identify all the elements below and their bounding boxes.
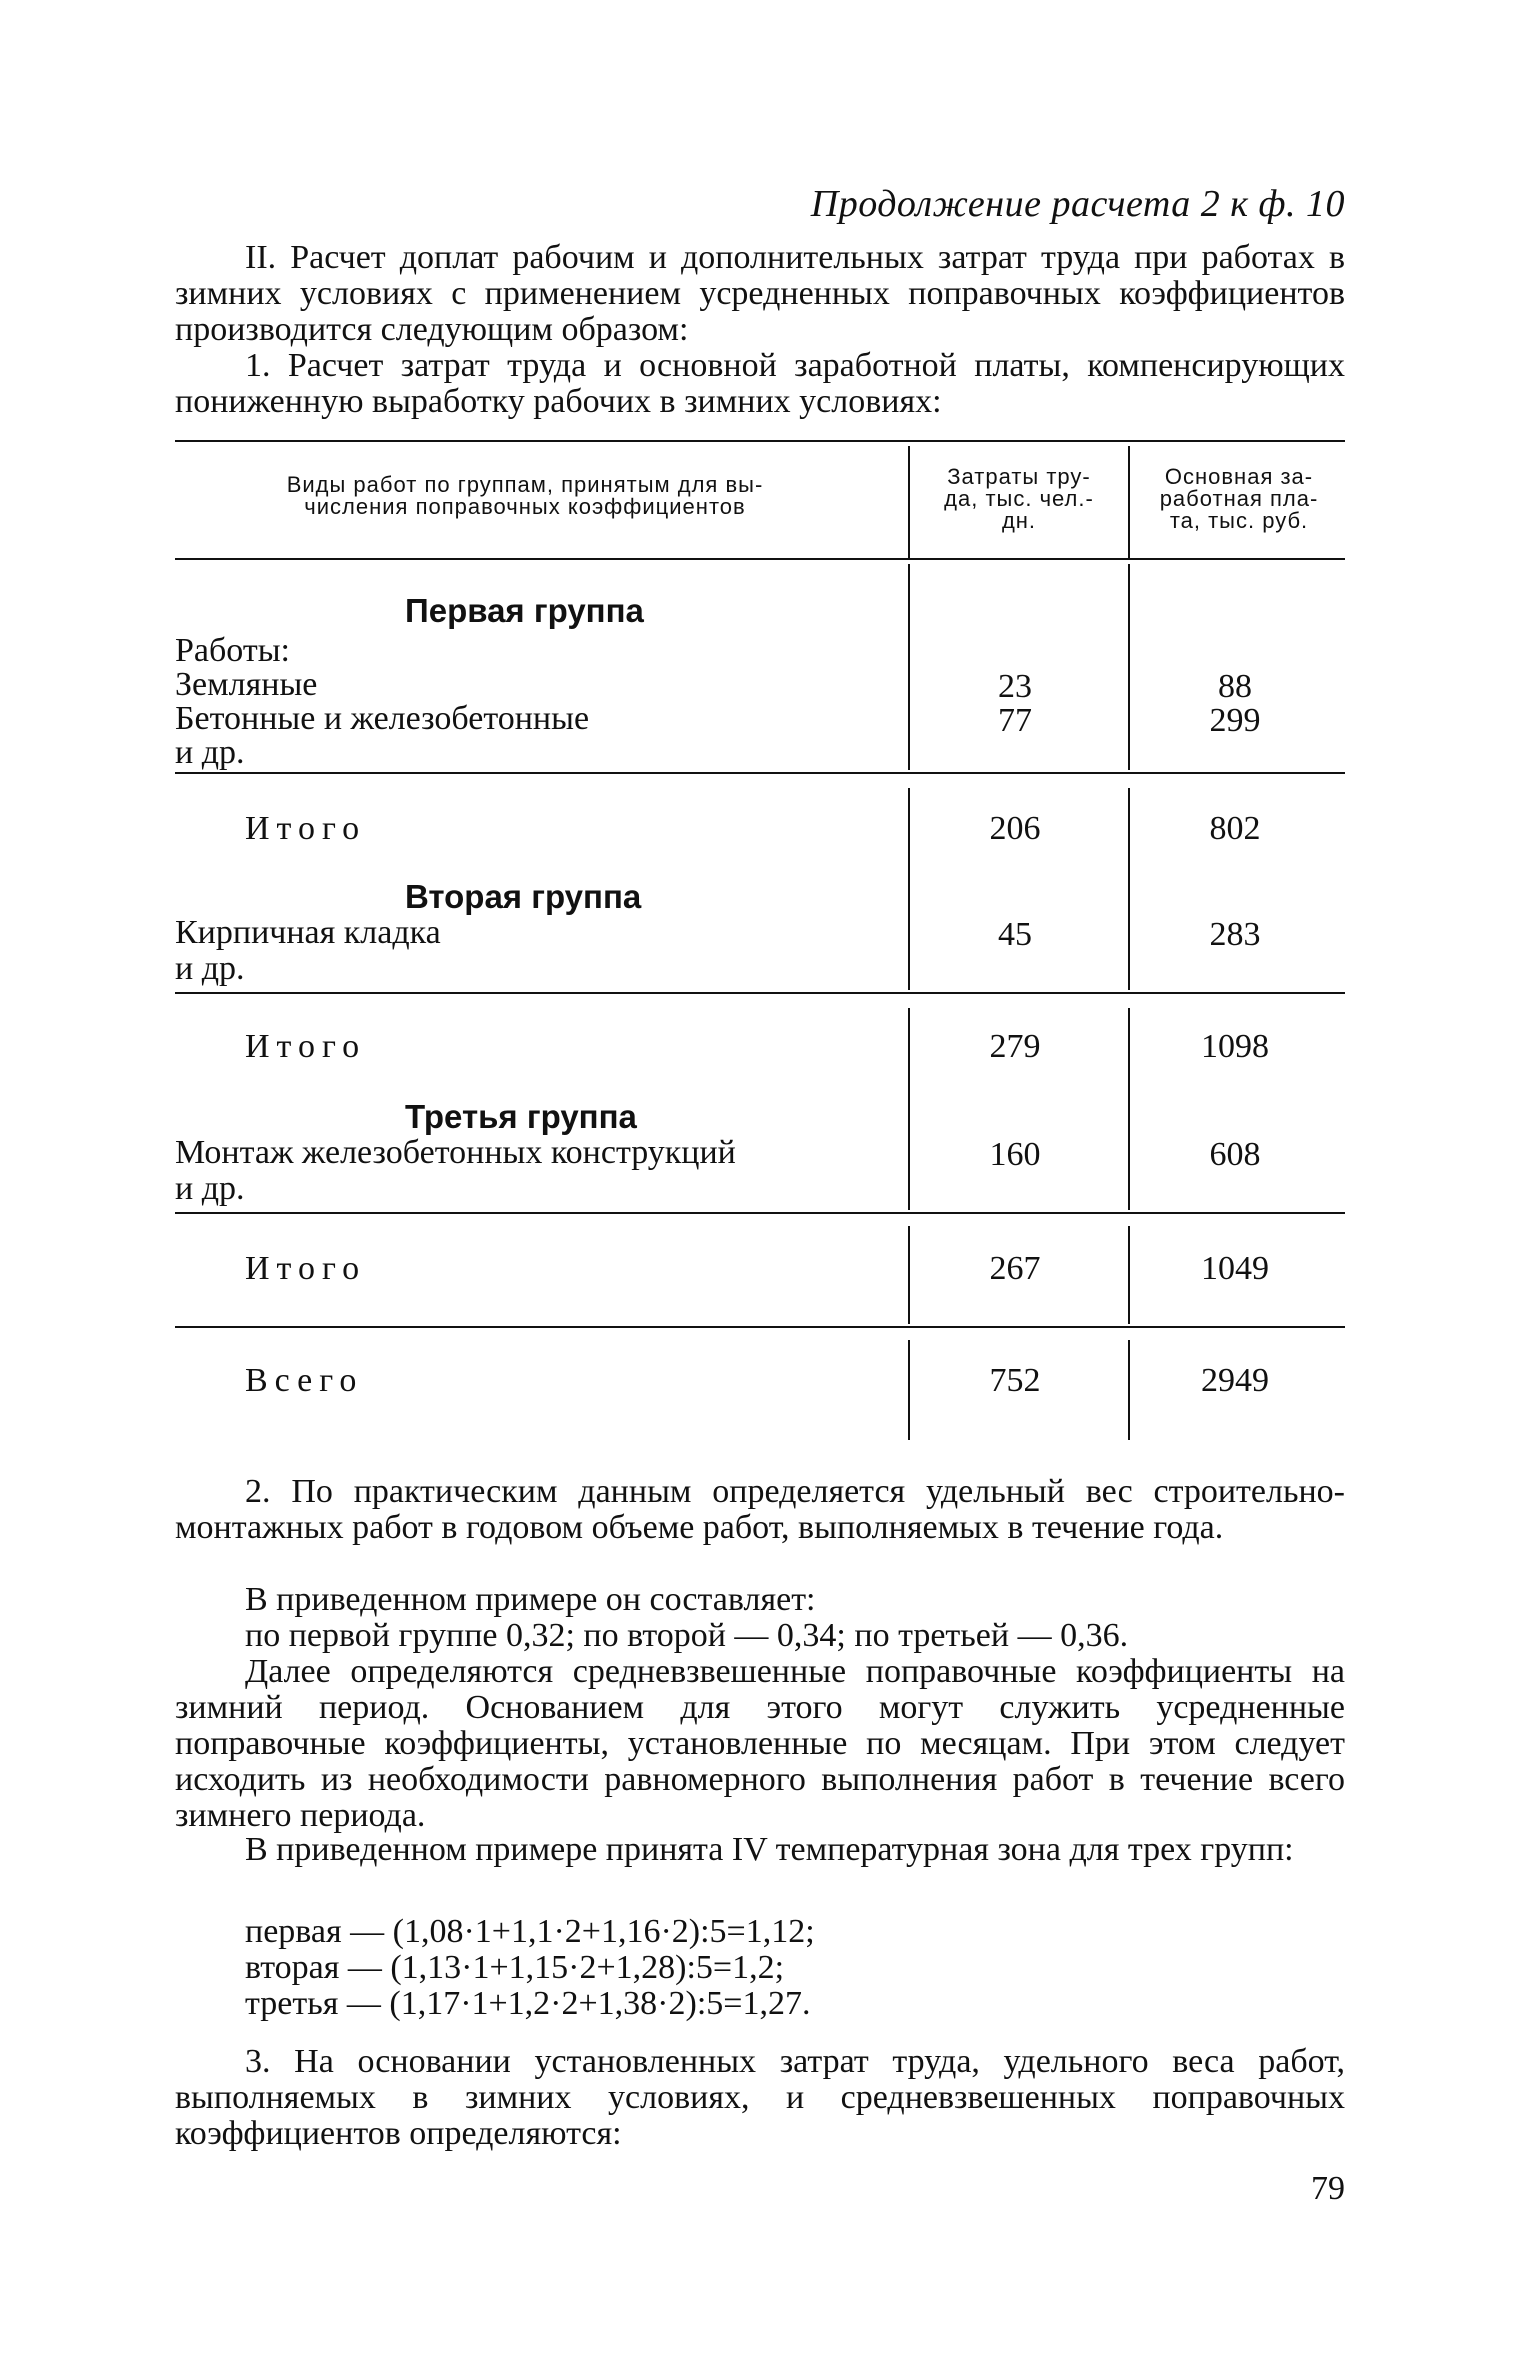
page-number: 79 xyxy=(1311,2170,1345,2207)
group2-etc: и др. xyxy=(175,950,245,987)
paragraph-temperature-zone-text: В приведенном примере принята IV температурная зона для трех групп: xyxy=(245,1831,1294,1868)
formula-second-group: вторая — (1,13·1+1,15·2+1,28):5=1,2; xyxy=(245,1949,785,1986)
intro-paragraph-2 xyxy=(175,348,1345,420)
paragraph-temperature-zone xyxy=(175,1832,1345,1868)
group3-vline-2 xyxy=(1128,1008,1130,1210)
itogo3-vline-2 xyxy=(1128,1226,1130,1324)
labor-wage-table xyxy=(175,440,1345,1440)
group1-row1-labor: 23 xyxy=(998,668,1032,705)
header-base-wage: Основная за- работная пла- та, тыс. руб. xyxy=(1159,464,1319,533)
group2-vline-1 xyxy=(908,788,910,990)
group1-row2-wage: 299 xyxy=(1209,702,1261,739)
group1-etc: и др. xyxy=(175,734,245,771)
group3-title: Третья группа xyxy=(405,1098,637,1135)
group3-rule xyxy=(175,1212,1345,1214)
group3-etc: и др. xyxy=(175,1170,245,1207)
grand-total-labor: 752 xyxy=(989,1362,1041,1399)
paragraph-group-shares xyxy=(175,1618,1345,1654)
grand-total-wage: 2949 xyxy=(1201,1362,1269,1399)
group2-total-label: Итого xyxy=(245,1028,367,1065)
group1-works-label: Работы: xyxy=(175,632,290,669)
paragraph-example-intro-text: В приведенном примере он составляет: xyxy=(245,1581,816,1618)
intro-paragraph-1-text: II. Расчет доплат рабочим и дополнительных затрат труда при работах в зимних условиях с применением усредненных поправочных коэффициентов производится следующим образом: xyxy=(175,239,1345,348)
group1-total-label: Итого xyxy=(245,810,367,847)
intro-paragraph-1 xyxy=(175,240,1345,348)
paragraph-2-text: 2. По практическим данным определяется удельный вес строительно-монтажных работ в годовом объеме работ, выполняемых в течение года. xyxy=(175,1473,1345,1546)
total-vline-2 xyxy=(1128,1340,1130,1440)
group3-vline-1 xyxy=(908,1008,910,1210)
group2-rule xyxy=(175,992,1345,994)
paragraph-weighted-coefficients xyxy=(175,1654,1345,1834)
header-bottom-rule xyxy=(175,558,1345,560)
group1-row2-labor: 77 xyxy=(998,702,1032,739)
group3-row1-label: Монтаж железобетонных конструкций xyxy=(175,1134,736,1171)
header-work-types: Виды работ по группам, принятым для вы- числения поправочных коэффициентов xyxy=(286,472,764,519)
group1-title: Первая группа xyxy=(405,592,644,629)
formula-third-group: третья — (1,17·1+1,2·2+1,38·2):5=1,27. xyxy=(245,1985,811,2022)
group3-row1-labor: 160 xyxy=(989,1136,1041,1173)
group3-row1-wage: 608 xyxy=(1209,1136,1261,1173)
paragraph-weighted-coefficients-text: Далее определяются средневзвешенные поправочные коэффициенты на зимний период. Основанием для этого могут служить усредненные поправочные коэффициенты, установленные по месяцам. При этом следует исходить из необходимости равномерного выполнения работ в течение всего зимнего периода. xyxy=(175,1653,1345,1834)
group1-row1-label: Земляные xyxy=(175,666,318,703)
group1-total-wage: 802 xyxy=(1209,810,1261,847)
group2-total-wage: 1098 xyxy=(1201,1028,1269,1065)
group2-row1-labor: 45 xyxy=(998,916,1032,953)
group2-title: Вторая группа xyxy=(405,878,642,915)
header-vline-2 xyxy=(1128,446,1130,558)
group2-vline-2 xyxy=(1128,788,1130,990)
continuation-heading: Продолжение расчета 2 к ф. 10 xyxy=(810,183,1345,225)
table-top-rule xyxy=(175,440,1345,442)
group1-vline-2 xyxy=(1128,564,1130,770)
group1-row1-wage: 88 xyxy=(1218,668,1252,705)
group1-row2-label: Бетонные и железобетонные xyxy=(175,700,590,737)
grand-total-label: Всего xyxy=(245,1362,364,1399)
group3-total-wage: 1049 xyxy=(1201,1250,1269,1287)
group3-total-labor: 267 xyxy=(989,1250,1041,1287)
group1-total-labor: 206 xyxy=(989,810,1041,847)
paragraph-example-intro xyxy=(175,1582,1345,1618)
header-vline-1 xyxy=(908,446,910,558)
group1-vline-1 xyxy=(908,564,910,770)
paragraph-2 xyxy=(175,1474,1345,1546)
paragraph-3-text: 3. На основании установленных затрат труда, удельного веса работ, выполняемых в зимних условиях, и средневзвешенных поправочных коэффициентов определяются: xyxy=(175,2043,1345,2152)
itogo3-vline-1 xyxy=(908,1226,910,1324)
group3-total-label: Итого xyxy=(245,1250,367,1287)
paragraph-3 xyxy=(175,2044,1345,2152)
intro-paragraph-2-text: 1. Расчет затрат труда и основной заработной платы, компенсирующих пониженную выработку рабочих в зимних условиях: xyxy=(175,347,1345,420)
total-rule xyxy=(175,1326,1345,1328)
group1-rule xyxy=(175,772,1345,774)
group2-row1-label: Кирпичная кладка xyxy=(175,914,441,951)
paragraph-group-shares-text: по первой группе 0,32; по второй — 0,34; по третьей — 0,36. xyxy=(245,1617,1129,1654)
group2-row1-wage: 283 xyxy=(1209,916,1261,953)
group2-total-labor: 279 xyxy=(989,1028,1041,1065)
header-labor-costs: Затраты тру- да, тыс. чел.- дн. xyxy=(944,464,1094,533)
total-vline-1 xyxy=(908,1340,910,1440)
formula-first-group: первая — (1,08·1+1,1·2+1,16·2):5=1,12; xyxy=(245,1913,815,1950)
